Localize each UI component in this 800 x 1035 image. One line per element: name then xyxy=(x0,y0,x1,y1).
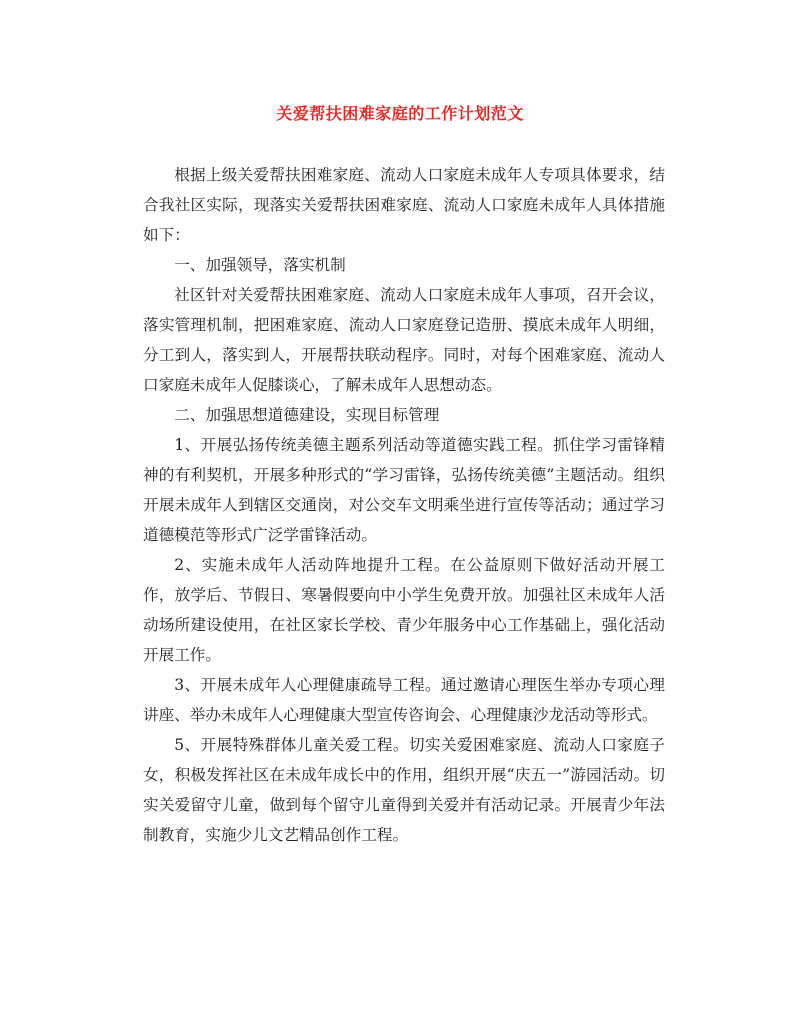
paragraph-section-1: 社区针对关爱帮扶困难家庭、流动人口家庭未成年人事项，召开会议，落实管理机制，把困难家庭、流动人口家庭登记造册、摸底未成年人明细，分工到人，落实到人，开展帮扶联动程序。同时，对每个困难家庭、流动人口家庭未成年人促膝谈心，了解未成年人思想动态。 xyxy=(143,286,665,394)
section-heading-1: 一、加强领导，落实机制 xyxy=(174,256,346,274)
document-title: 关爱帮扶困难家庭的工作计划范文 xyxy=(276,104,524,123)
paragraph-item-3: 3、开展未成年人心理健康疏导工程。通过邀请心理医生举办专项心理讲座、举办未成年人心理健康大型宣传咨询会、心理健康沙龙活动等形式。 xyxy=(143,676,665,724)
paragraph-item-2: 2、实施未成年人活动阵地提升工程。在公益原则下做好活动开展工作，放学后、节假日、寒暑假要向中小学生免费开放。加强社区未成年人活动场所建设使用，在社区家长学校、青少年服务中心工作基础上，强化活动开展工作。 xyxy=(143,556,665,664)
document-body xyxy=(143,160,665,850)
paragraph-intro: 根据上级关爱帮扶困难家庭、流动人口家庭未成年人专项具体要求，结合我社区实际，现落实关爱帮扶困难家庭、流动人口家庭未成年人具体措施如下： xyxy=(143,166,665,244)
paragraph-item-1: 1、开展弘扬传统美德主题系列活动等道德实践工程。抓住学习雷锋精神的有利契机，开展多种形式的“学习雷锋，弘扬传统美德”主题活动。组织开展未成年人到辖区交通岗，对公交车文明乘坐进行宣传等活动；通过学习道德模范等形式广泛学雷锋活动。 xyxy=(143,436,665,544)
section-heading-2: 二、加强思想道德建设，实现目标管理 xyxy=(174,406,440,424)
paragraph-item-5: 5、开展特殊群体儿童关爱工程。切实关爱困难家庭、流动人口家庭子女，积极发挥社区在未成年成长中的作用，组织开展“庆五一”游园活动。切实关爱留守儿童，做到每个留守儿童得到关爱并有活动记录。开展青少年法制教育，实施少儿文艺精品创作工程。 xyxy=(143,736,665,844)
